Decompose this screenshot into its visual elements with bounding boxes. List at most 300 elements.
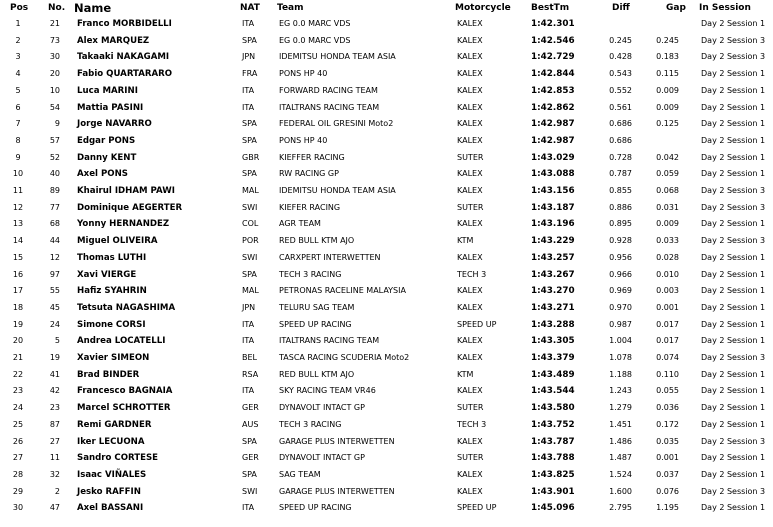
motorcycle-cell: TECH 3 [457, 419, 487, 429]
rider-number-cell: 32 [49, 469, 60, 479]
table-row [0, 250, 773, 267]
table-row [0, 383, 773, 400]
position-cell: 11 [12, 186, 24, 195]
motorcycle-cell: SPEED UP [457, 319, 497, 329]
nationality-cell: ITA [242, 319, 255, 329]
best-time-cell: 1:43.901 [531, 486, 575, 497]
table-row [0, 66, 773, 83]
gap-cell: 0.028 [656, 252, 679, 262]
rider-number-cell: 47 [49, 503, 60, 513]
position-cell: 16 [12, 269, 24, 279]
nationality-cell: SPA [242, 469, 257, 479]
team-cell: IDEMITSU HONDA TEAM ASIA [279, 52, 396, 62]
table-row [0, 450, 773, 467]
nationality-cell: JPN [242, 52, 256, 62]
motorcycle-cell: SPEED UP [457, 503, 497, 513]
diff-cell: 1.524 [609, 469, 632, 479]
diff-cell: 0.686 [609, 119, 632, 129]
session-cell: Day 2 Session 1 [701, 102, 766, 112]
header-gap: Gap [666, 3, 686, 13]
best-time-cell: 1:43.489 [531, 369, 575, 380]
rider-name-cell: Sandro CORTESE [77, 453, 159, 464]
best-time-cell: 1:43.288 [531, 319, 575, 330]
nationality-cell: SPA [242, 269, 257, 279]
position-cell: 8 [15, 135, 21, 145]
position-cell: 21 [12, 353, 24, 362]
diff-cell: 0.543 [609, 69, 632, 79]
rider-name-cell: Jesko RAFFIN [77, 486, 141, 497]
rider-number-cell: 52 [49, 152, 60, 162]
gap-cell: 0.074 [656, 353, 679, 362]
session-cell: Day 2 Session 1 [701, 169, 766, 179]
session-cell: Day 2 Session 1 [701, 302, 766, 312]
rider-number-cell: 89 [49, 186, 60, 195]
table-row [0, 49, 773, 66]
team-cell: SKY RACING TEAM VR46 [279, 386, 376, 396]
position-cell: 1 [15, 19, 21, 28]
session-cell: Day 2 Session 1 [701, 503, 766, 513]
nationality-cell: FRA [242, 69, 258, 79]
best-time-cell: 1:42.546 [531, 35, 575, 46]
rider-number-cell: 20 [49, 69, 60, 79]
rider-name-cell: Axel BASSANI [77, 503, 144, 514]
motorcycle-cell: KALEX [457, 35, 483, 45]
table-row [0, 467, 773, 484]
team-cell: IDEMITSU HONDA TEAM ASIA [279, 186, 396, 195]
team-cell: RED BULL KTM AJO [279, 369, 355, 379]
diff-cell: 1.078 [609, 353, 632, 362]
position-cell: 29 [12, 486, 24, 496]
nationality-cell: RSA [242, 369, 259, 379]
table-row [0, 500, 773, 517]
session-cell: Day 2 Session 1 [701, 269, 766, 279]
position-cell: 23 [12, 386, 24, 396]
position-cell: 25 [12, 419, 24, 429]
position-cell: 30 [12, 503, 24, 513]
rider-number-cell: 30 [49, 52, 60, 62]
rider-number-cell: 57 [49, 135, 60, 145]
diff-cell: 0.928 [609, 236, 632, 246]
session-cell: Day 2 Session 1 [701, 419, 766, 429]
session-cell: Day 2 Session 3 [701, 202, 766, 212]
best-time-cell: 1:43.379 [531, 353, 575, 363]
rider-number-cell: 55 [49, 286, 60, 296]
rider-number-cell: 41 [49, 369, 60, 379]
team-cell: ITALTRANS RACING TEAM [279, 336, 380, 346]
position-cell: 9 [15, 152, 21, 162]
team-cell: TELURU SAG TEAM [279, 302, 355, 312]
rider-name-cell: Luca MARINI [77, 85, 138, 96]
table-row [0, 200, 773, 217]
position-cell: 14 [12, 236, 24, 246]
nationality-cell: SWI [242, 486, 258, 496]
motorcycle-cell: KALEX [457, 169, 483, 179]
diff-cell: 0.728 [609, 152, 632, 162]
diff-cell: 0.969 [609, 286, 632, 296]
gap-cell: 1.195 [656, 503, 679, 513]
diff-cell: 0.561 [609, 102, 632, 112]
team-cell: KIEFER RACING [279, 202, 341, 212]
rider-name-cell: Marcel SCHROTTER [77, 403, 171, 414]
rider-number-cell: 5 [54, 336, 60, 346]
position-cell: 6 [15, 102, 21, 112]
rider-number-cell: 97 [49, 269, 60, 279]
gap-cell: 0.059 [656, 169, 679, 179]
rider-name-cell: Andrea LOCATELLI [77, 336, 166, 347]
gap-cell: 0.003 [656, 286, 679, 296]
table-row [0, 33, 773, 50]
rider-number-cell: 68 [49, 219, 60, 229]
diff-cell: 1.600 [609, 486, 632, 496]
rider-number-cell: 45 [49, 302, 60, 312]
team-cell: RW RACING GP [279, 169, 339, 179]
diff-cell: 0.966 [609, 269, 632, 279]
nationality-cell: GER [242, 453, 259, 463]
nationality-cell: SPA [242, 135, 257, 145]
table-row [0, 116, 773, 133]
nationality-cell: ITA [242, 85, 255, 95]
diff-cell: 1.188 [609, 369, 632, 379]
motorcycle-cell: KALEX [457, 19, 483, 28]
table-row [0, 350, 773, 367]
team-cell: CARXPERT INTERWETTEN [279, 252, 381, 262]
gap-cell: 0.010 [656, 269, 679, 279]
header-number: No. [48, 3, 66, 13]
best-time-cell: 1:43.156 [531, 186, 575, 196]
best-time-cell: 1:43.270 [531, 286, 575, 297]
best-time-cell: 1:42.853 [531, 85, 575, 96]
position-cell: 20 [12, 336, 24, 346]
session-cell: Day 2 Session 3 [701, 236, 766, 246]
motorcycle-cell: KTM [457, 369, 474, 379]
motorcycle-cell: KALEX [457, 52, 483, 62]
session-cell: Day 2 Session 1 [701, 69, 766, 79]
session-cell: Day 2 Session 1 [701, 469, 766, 479]
team-cell: RED BULL KTM AJO [279, 236, 355, 246]
motorcycle-cell: KALEX [457, 469, 483, 479]
motorcycle-cell: KALEX [457, 286, 483, 296]
rider-name-cell: Dominique AEGERTER [77, 202, 183, 213]
rider-name-cell: Mattia PASINI [77, 102, 144, 113]
team-cell: FORWARD RACING TEAM [279, 85, 378, 95]
rider-name-cell: Takaaki NAKAGAMI [77, 52, 170, 63]
nationality-cell: SWI [242, 202, 258, 212]
session-cell: Day 2 Session 1 [701, 386, 766, 396]
gap-cell: 0.076 [656, 486, 679, 496]
rider-name-cell: Fabio QUARTARARO [77, 69, 173, 80]
position-cell: 4 [15, 69, 21, 79]
motorcycle-cell: KALEX [457, 219, 483, 229]
team-cell: TECH 3 RACING [279, 419, 342, 429]
diff-cell: 0.987 [609, 319, 632, 329]
diff-cell: 0.686 [609, 135, 632, 145]
position-cell: 17 [12, 286, 24, 296]
session-cell: Day 2 Session 3 [701, 353, 766, 362]
rider-name-cell: Simone CORSI [77, 319, 146, 330]
motorcycle-cell: KALEX [457, 69, 483, 79]
rider-name-cell: Danny KENT [77, 152, 137, 163]
rider-number-cell: 77 [49, 202, 60, 212]
nationality-cell: MAL [242, 186, 259, 195]
table-row [0, 16, 773, 33]
team-cell: GARAGE PLUS INTERWETTEN [279, 486, 395, 496]
rider-name-cell: Remi GARDNER [77, 419, 152, 430]
motorcycle-cell: KALEX [457, 119, 483, 129]
session-cell: Day 2 Session 1 [701, 286, 766, 296]
table-row [0, 83, 773, 100]
position-cell: 5 [15, 85, 21, 95]
position-cell: 24 [12, 403, 24, 413]
rider-name-cell: Franco MORBIDELLI [77, 19, 172, 29]
team-cell: DYNAVOLT INTACT GP [279, 403, 365, 413]
team-cell: FEDERAL OIL GRESINI Moto2 [279, 119, 394, 129]
session-cell: Day 2 Session 1 [701, 369, 766, 379]
gap-cell: 0.172 [656, 419, 679, 429]
position-cell: 15 [12, 252, 24, 262]
header-nat: NAT [240, 3, 260, 13]
team-cell: EG 0.0 MARC VDS [279, 35, 351, 45]
session-cell: Day 2 Session 1 [701, 252, 766, 262]
table-row [0, 183, 773, 200]
table-row [0, 233, 773, 250]
gap-cell: 0.001 [656, 453, 679, 463]
motorcycle-cell: KALEX [457, 252, 483, 262]
session-cell: Day 2 Session 1 [701, 319, 766, 329]
rider-name-cell: Yonny HERNANDEZ [77, 219, 170, 230]
header-motorcycle: Motorcycle [455, 3, 511, 13]
session-cell: Day 2 Session 1 [701, 119, 766, 129]
rider-number-cell: 9 [54, 119, 60, 129]
best-time-cell: 1:43.257 [531, 252, 575, 263]
rider-number-cell: 40 [49, 169, 60, 179]
session-cell: Day 2 Session 1 [701, 336, 766, 346]
rider-number-cell: 12 [49, 252, 60, 262]
table-row [0, 400, 773, 417]
position-cell: 26 [12, 436, 24, 446]
rider-name-cell: Xavier SIMEON [77, 353, 150, 363]
rider-number-cell: 42 [49, 386, 60, 396]
session-cell: Day 2 Session 1 [701, 152, 766, 162]
diff-cell: 0.970 [609, 302, 632, 312]
position-cell: 10 [12, 169, 24, 179]
best-time-cell: 1:43.788 [531, 453, 575, 464]
team-cell: DYNAVOLT INTACT GP [279, 453, 365, 463]
motorcycle-cell: KALEX [457, 302, 483, 312]
gap-cell: 0.037 [656, 469, 679, 479]
nationality-cell: GER [242, 403, 259, 413]
best-time-cell: 1:42.987 [531, 135, 575, 146]
nationality-cell: POR [242, 236, 259, 246]
rider-number-cell: 44 [49, 236, 60, 246]
team-cell: SAG TEAM [279, 469, 321, 479]
table-row [0, 150, 773, 167]
diff-cell: 1.279 [609, 403, 632, 413]
nationality-cell: ITA [242, 336, 255, 346]
nationality-cell: SPA [242, 119, 257, 129]
best-time-cell: 1:43.196 [531, 219, 575, 230]
nationality-cell: MAL [242, 286, 259, 296]
rider-name-cell: Isaac VIÑALES [77, 469, 147, 480]
rider-number-cell: 54 [49, 102, 60, 112]
header-in-session: In Session [699, 3, 751, 13]
team-cell: AGR TEAM [279, 219, 321, 229]
diff-cell: 0.245 [609, 35, 632, 45]
motorcycle-cell: KALEX [457, 386, 483, 396]
team-cell: EG 0.0 MARC VDS [279, 19, 351, 28]
best-time-cell: 1:42.844 [531, 69, 575, 80]
motorcycle-cell: KALEX [457, 135, 483, 145]
rider-name-cell: Axel PONS [77, 169, 128, 180]
table-row [0, 267, 773, 284]
motorcycle-cell: KALEX [457, 102, 483, 112]
best-time-cell: 1:43.544 [531, 386, 575, 397]
team-cell: PONS HP 40 [279, 69, 328, 79]
rider-name-cell: Brad BINDER [77, 369, 140, 380]
position-cell: 19 [12, 319, 24, 329]
gap-cell: 0.017 [656, 319, 679, 329]
nationality-cell: ITA [242, 386, 255, 396]
motorcycle-cell: KTM [457, 236, 474, 246]
session-cell: Day 2 Session 3 [701, 186, 766, 195]
best-time-cell: 1:43.787 [531, 436, 575, 447]
nationality-cell: SPA [242, 436, 257, 446]
motorcycle-cell: KALEX [457, 486, 483, 496]
session-cell: Day 2 Session 3 [701, 486, 766, 496]
team-cell: TASCA RACING SCUDERIA Moto2 [279, 353, 410, 362]
gap-cell: 0.017 [656, 336, 679, 346]
nationality-cell: BEL [242, 353, 257, 362]
table-header [0, 0, 773, 16]
gap-cell: 0.031 [656, 202, 679, 212]
motorcycle-cell: TECH 3 [457, 269, 487, 279]
rider-number-cell: 24 [49, 319, 60, 329]
best-time-cell: 1:43.271 [531, 302, 575, 313]
rider-number-cell: 10 [49, 85, 60, 95]
motorcycle-cell: KALEX [457, 336, 483, 346]
gap-cell: 0.068 [656, 186, 679, 195]
best-time-cell: 1:43.267 [531, 269, 575, 280]
rider-number-cell: 21 [49, 19, 60, 28]
position-cell: 7 [15, 119, 21, 129]
rider-name-cell: Tetsuta NAGASHIMA [77, 302, 176, 313]
diff-cell: 1.486 [609, 436, 632, 446]
session-cell: Day 2 Session 1 [701, 219, 766, 229]
motorcycle-cell: SUTER [457, 152, 484, 162]
motorcycle-cell: KALEX [457, 436, 483, 446]
gap-cell: 0.033 [656, 236, 679, 246]
best-time-cell: 1:43.029 [531, 152, 575, 163]
header-name: Name [74, 1, 112, 15]
gap-cell: 0.183 [656, 52, 679, 62]
rider-name-cell: Miguel OLIVEIRA [77, 236, 158, 247]
nationality-cell: JPN [242, 302, 256, 312]
table-row [0, 484, 773, 501]
team-cell: TECH 3 RACING [279, 269, 342, 279]
session-cell: Day 2 Session 3 [701, 52, 766, 62]
diff-cell: 0.895 [609, 219, 632, 229]
rider-number-cell: 23 [49, 403, 60, 413]
gap-cell: 0.125 [656, 119, 679, 129]
table-row [0, 133, 773, 150]
best-time-cell: 1:43.752 [531, 419, 575, 430]
session-cell: Day 2 Session 1 [701, 453, 766, 463]
motorcycle-cell: KALEX [457, 186, 483, 195]
nationality-cell: COL [242, 219, 259, 229]
rider-number-cell: 87 [49, 419, 60, 429]
rider-name-cell: Jorge NAVARRO [77, 119, 152, 130]
best-time-cell: 1:43.580 [531, 403, 575, 414]
table-row [0, 300, 773, 317]
nationality-cell: SPA [242, 169, 257, 179]
position-cell: 28 [12, 469, 24, 479]
diff-cell: 1.451 [609, 419, 632, 429]
rider-name-cell: Khairul IDHAM PAWI [77, 186, 175, 196]
nationality-cell: AUS [242, 419, 259, 429]
table-row [0, 417, 773, 434]
nationality-cell: SPA [242, 35, 257, 45]
team-cell: PONS HP 40 [279, 135, 328, 145]
best-time-cell: 1:45.096 [531, 503, 575, 514]
best-time-cell: 1:42.987 [531, 119, 575, 130]
table-row [0, 333, 773, 350]
nationality-cell: ITA [242, 503, 255, 513]
diff-cell: 0.886 [609, 202, 632, 212]
nationality-cell: ITA [242, 102, 255, 112]
session-cell: Day 2 Session 1 [701, 19, 766, 28]
position-cell: 27 [12, 453, 24, 463]
rider-number-cell: 11 [49, 453, 60, 463]
best-time-cell: 1:43.825 [531, 469, 575, 480]
gap-cell: 0.009 [656, 102, 679, 112]
diff-cell: 0.552 [609, 85, 632, 95]
gap-cell: 0.245 [656, 35, 679, 45]
session-cell: Day 2 Session 3 [701, 436, 766, 446]
table-row [0, 100, 773, 117]
nationality-cell: ITA [242, 19, 255, 28]
rider-name-cell: Iker LECUONA [77, 436, 145, 447]
diff-cell: 0.787 [609, 169, 632, 179]
gap-cell: 0.009 [656, 85, 679, 95]
rider-number-cell: 19 [49, 353, 60, 362]
gap-cell: 0.042 [656, 152, 679, 162]
rider-name-cell: Francesco BAGNAIA [77, 386, 173, 397]
header-team: Team [277, 3, 304, 13]
position-cell: 22 [12, 369, 24, 379]
best-time-cell: 1:43.305 [531, 336, 575, 347]
table-row [0, 216, 773, 233]
rider-number-cell: 2 [54, 486, 60, 496]
rider-number-cell: 73 [49, 35, 60, 45]
table-row [0, 367, 773, 384]
best-time-cell: 1:42.862 [531, 102, 575, 113]
position-cell: 3 [15, 52, 21, 62]
diff-cell: 0.956 [609, 252, 632, 262]
diff-cell: 2.795 [609, 503, 632, 513]
motorcycle-cell: KALEX [457, 85, 483, 95]
best-time-cell: 1:42.301 [531, 19, 575, 29]
gap-cell: 0.055 [656, 386, 679, 396]
header-besttm: BestTm [531, 3, 570, 13]
rider-name-cell: Thomas LUTHI [77, 252, 147, 263]
position-cell: 2 [15, 35, 21, 45]
rider-name-cell: Alex MARQUEZ [77, 35, 150, 46]
table-row [0, 317, 773, 334]
rider-number-cell: 27 [49, 436, 60, 446]
gap-cell: 0.001 [656, 302, 679, 312]
session-cell: Day 2 Session 1 [701, 85, 766, 95]
best-time-cell: 1:43.088 [531, 169, 575, 180]
rider-name-cell: Hafiz SYAHRIN [77, 286, 147, 297]
